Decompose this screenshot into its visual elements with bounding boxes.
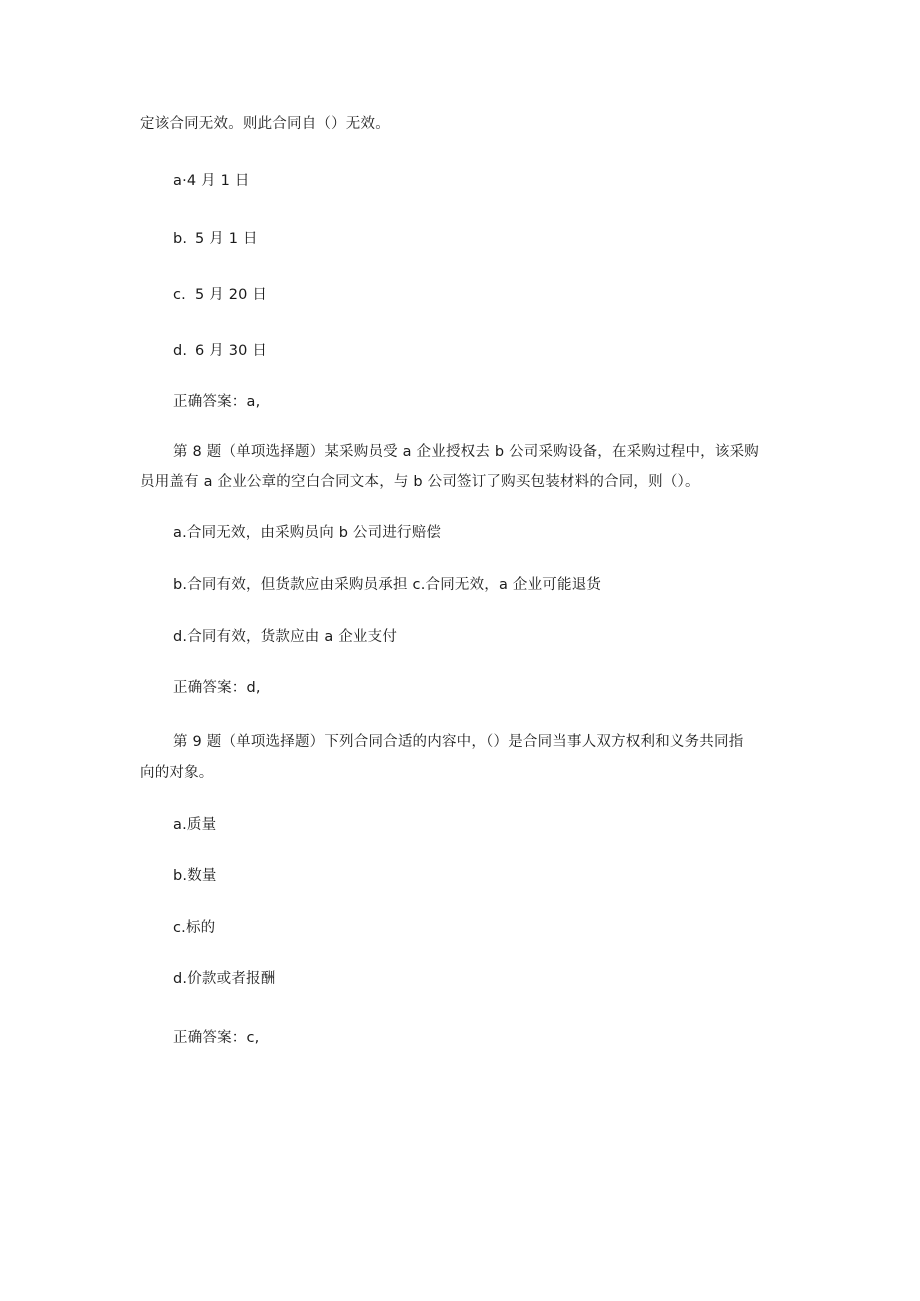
q7-option-b-text: 5 月 1 日 [195,231,258,247]
q9-option-d: d.价款或者报酬 [173,971,276,987]
q8-stem-line2: 员用盖有 a 企业公章的空白合同文本，与 b 公司签订了购买包装材料的合同，则（）。 [140,474,700,490]
q7-option-a-label: a· [173,173,187,189]
q7-option-c-text: 5 月 20 日 [195,287,268,303]
q7-option-c-label: c. [173,287,186,303]
q9-answer: 正确答案：c, [173,1030,260,1046]
q7-option-a-text: 4 月 1 日 [186,173,250,189]
q8-answer: 正确答案：d, [173,680,261,696]
q9-stem-line2: 向的对象。 [140,765,214,781]
q9-option-a: a.质量 [173,817,217,833]
q7-option-b [173,229,258,249]
q9-stem-line1: 第 9 题（单项选择题）下列合同合适的内容中，（）是合同当事人双方权利和义务共同指 [173,734,744,750]
q7-option-d-text: 6 月 30 日 [195,343,268,359]
q9-option-b: b.数量 [173,868,217,884]
q7-option-d-label: d. [173,343,188,359]
q8-option-a: a.合同无效，由采购员向 b 公司进行赔偿 [173,525,442,541]
q8-option-b-c: b.合同有效，但货款应由采购员承担 c.合同无效，a 企业可能退货 [173,577,602,593]
q7-option-a [173,171,250,191]
q7-answer: 正确答案：a, [173,394,261,410]
q7-option-d [173,341,267,361]
q7-stem-tail: 定该合同无效。则此合同自（）无效。 [140,116,390,132]
q7-option-b-label: b. [173,231,188,247]
q9-option-c: c.标的 [173,920,216,936]
q8-stem-line1: 第 8 题（单项选择题）某采购员受 a 企业授权去 b 公司采购设备，在采购过程中，该采购 [173,444,759,460]
q7-option-c [173,285,267,305]
q8-option-d: d.合同有效，货款应由 a 企业支付 [173,629,398,645]
